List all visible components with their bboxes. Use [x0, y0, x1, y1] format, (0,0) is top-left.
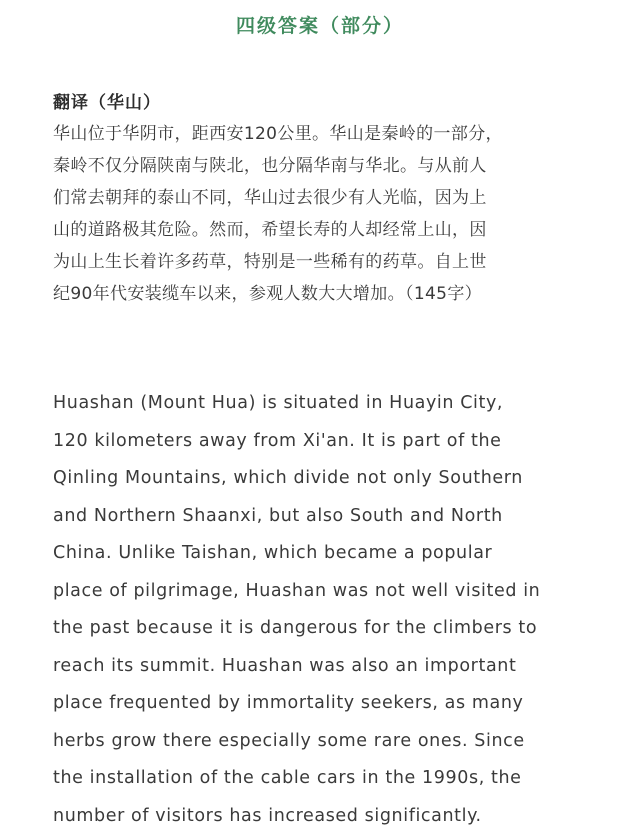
english-line: Qinling Mountains, which divide not only Southern [53, 460, 598, 498]
english-line: herbs grow there especially some rare ones. Since [53, 723, 598, 761]
english-line: the installation of the cable cars in the 1990s, the [53, 760, 598, 798]
chinese-line: 华山位于华阴市，距西安120公里。华山是秦岭的一部分， [53, 118, 593, 150]
english-line: Huashan (Mount Hua) is situated in Huayin City, [53, 385, 598, 423]
chinese-line: 们常去朝拜的泰山不同，华山过去很少有人光临，因为上 [53, 182, 593, 214]
section-title: 四级答案（部分） [0, 10, 640, 42]
english-line: place of pilgrimage, Huashan was not well visited in [53, 573, 598, 611]
chinese-paragraph [53, 118, 593, 310]
english-line: place frequented by immortality seekers, as many [53, 685, 598, 723]
chinese-line: 山的道路极其危险。然而，希望长寿的人却经常上山，因 [53, 214, 593, 246]
chinese-line: 纪90年代安装缆车以来，参观人数大大增加。（145字） [53, 278, 593, 310]
english-paragraph [53, 385, 598, 835]
english-line: the past because it is dangerous for the climbers to [53, 610, 598, 648]
english-line: reach its summit. Huashan was also an important [53, 648, 598, 686]
translation-heading: 翻译（华山） [53, 88, 161, 118]
english-line: 120 kilometers away from Xi'an. It is part of the [53, 423, 598, 461]
chinese-line: 秦岭不仅分隔陕南与陕北，也分隔华南与华北。与从前人 [53, 150, 593, 182]
chinese-line: 为山上生长着许多药草，特别是一些稀有的药草。自上世 [53, 246, 593, 278]
english-line: China. Unlike Taishan, which became a popular [53, 535, 598, 573]
english-line: number of visitors has increased significantly. [53, 798, 598, 835]
english-line: and Northern Shaanxi, but also South and North [53, 498, 598, 536]
